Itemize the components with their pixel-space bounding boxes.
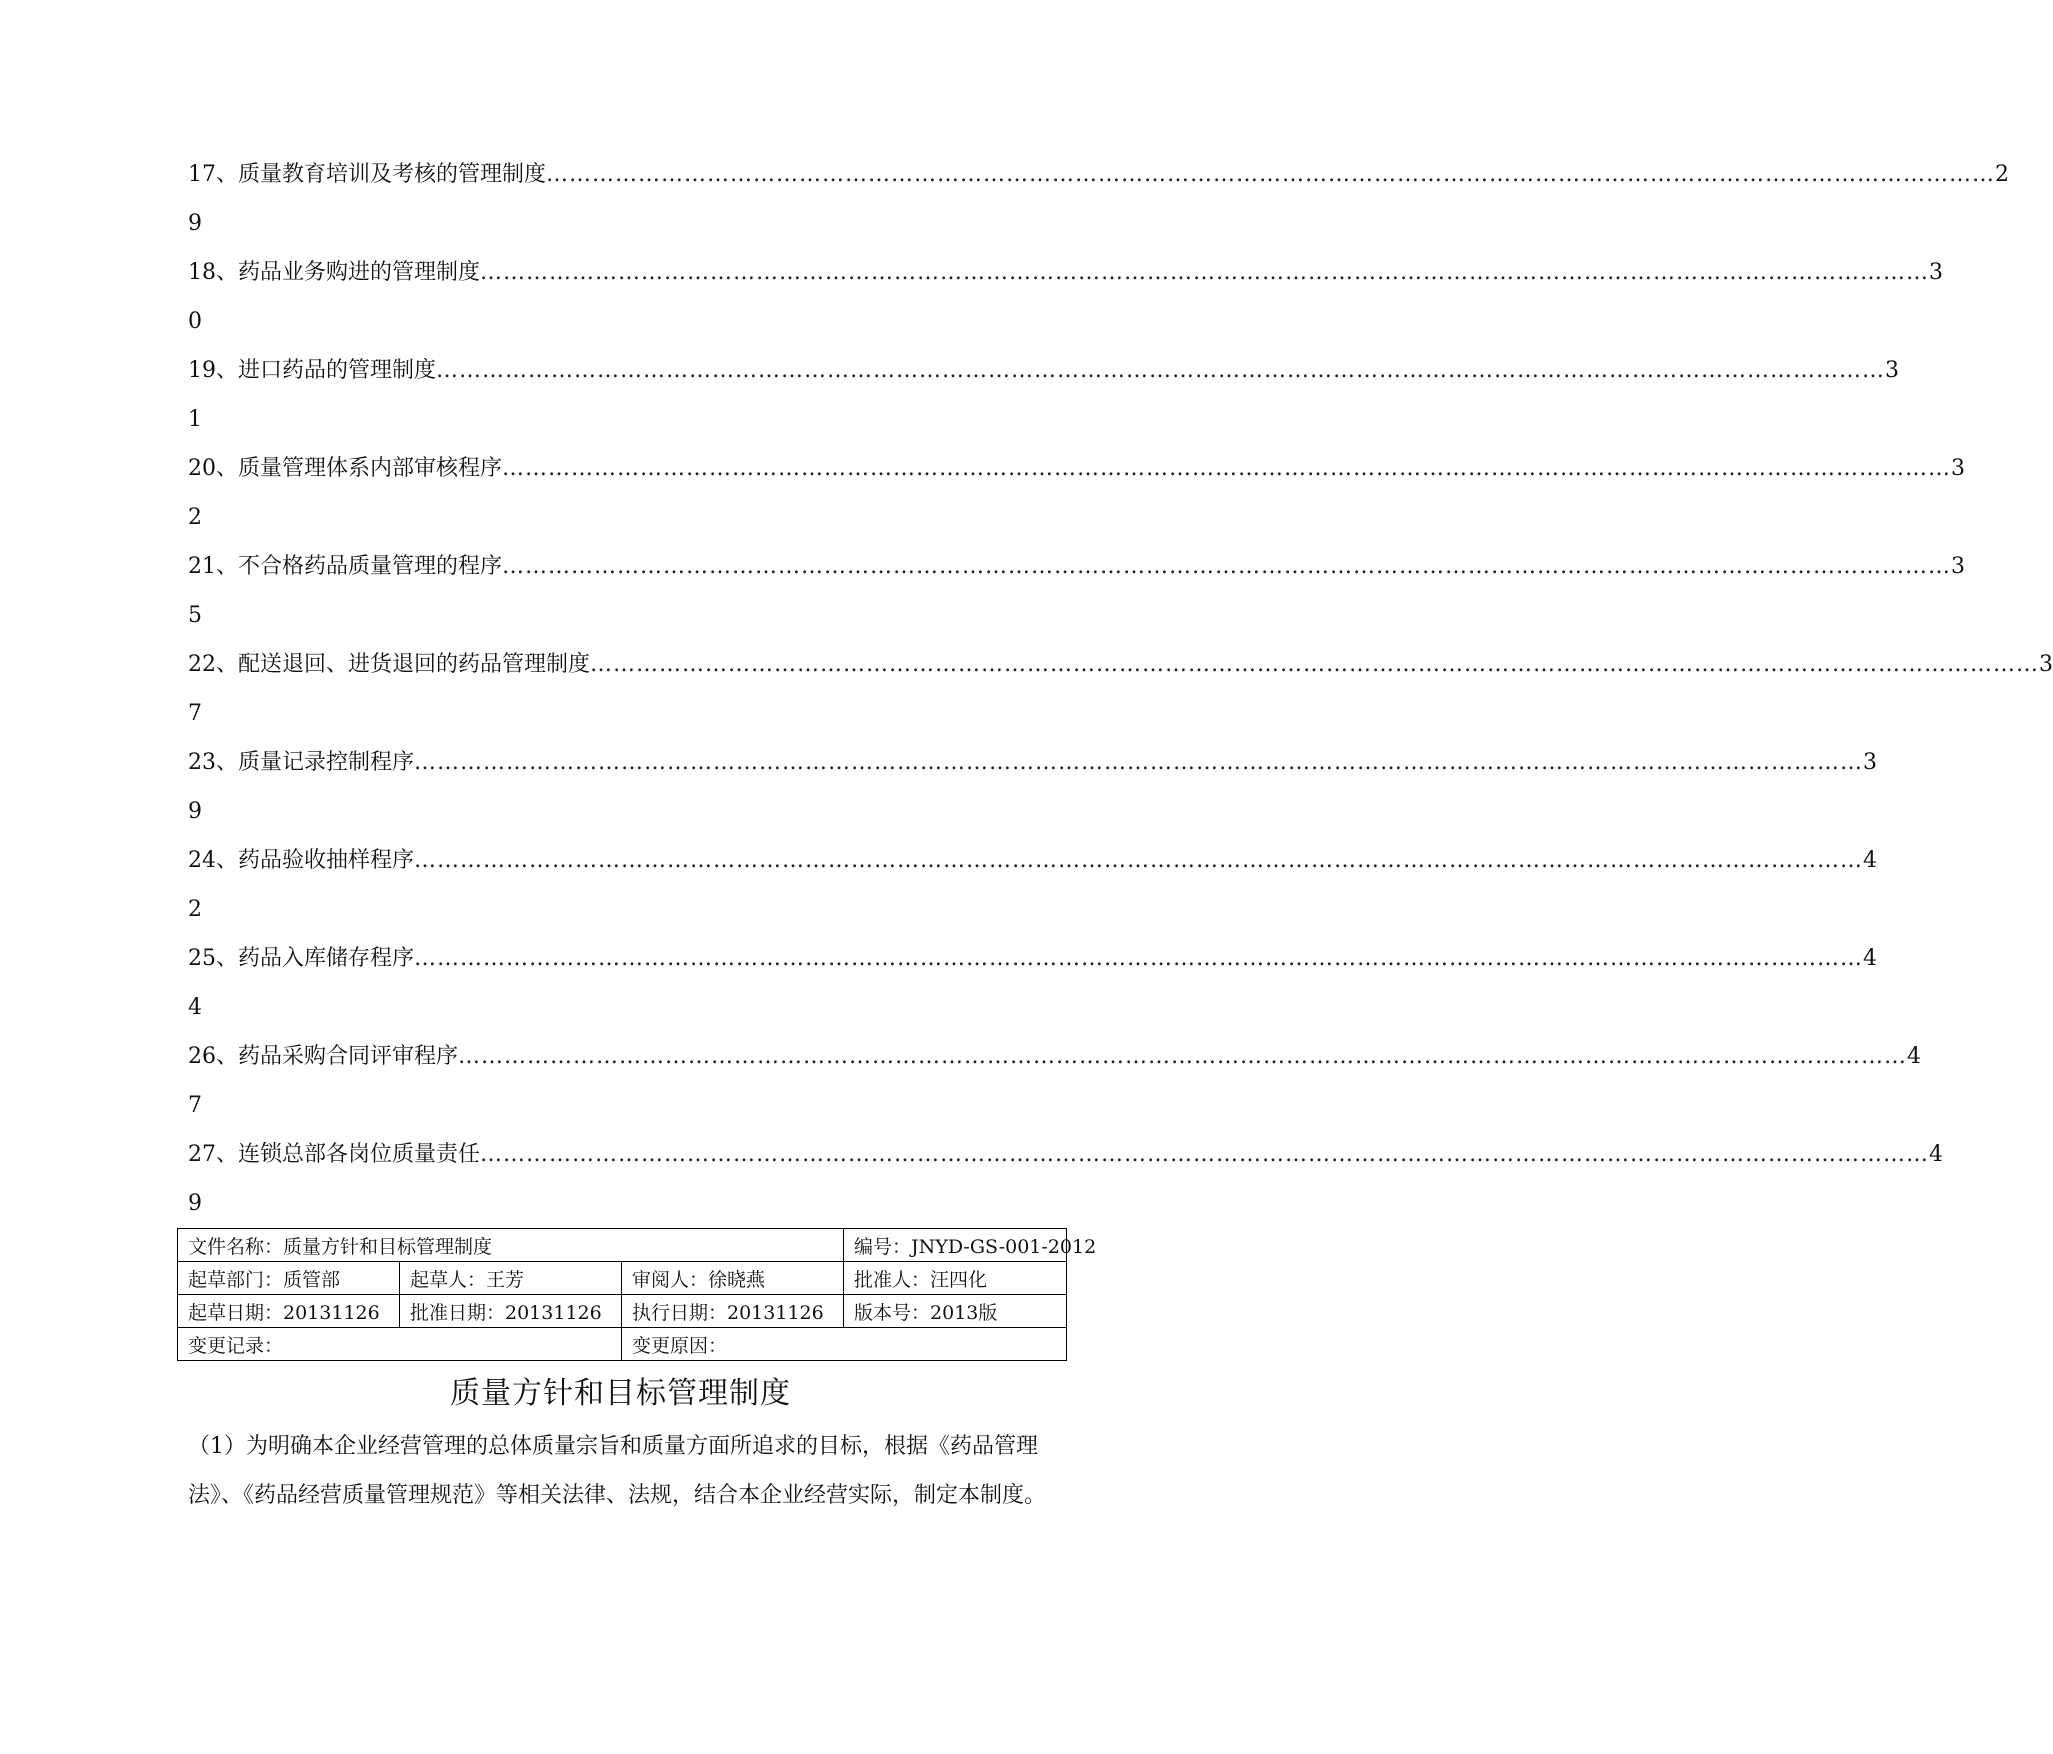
body-paragraph: （1）为明确本企业经营管理的总体质量宗旨和质量方面所追求的目标，根据《药品管理法》、《药品经营质量管理规范》等相关法律、法规，结合本企业经营实际，制定本制度。 xyxy=(188,1434,1047,1508)
change-record-cell: 变更记录： xyxy=(178,1328,622,1361)
toc-entry-label: 24、药品验收抽样程序 xyxy=(188,848,414,873)
file-name-cell: 文件名称：质量方针和目标管理制度 xyxy=(178,1229,844,1262)
toc-leader-dots xyxy=(414,836,1863,885)
toc-entry-label: 18、药品业务购进的管理制度 xyxy=(188,260,480,285)
change-reason-cell: 变更原因： xyxy=(622,1328,1067,1361)
toc-entry[interactable] xyxy=(188,934,1877,1032)
toc-leader-dots xyxy=(502,444,1951,493)
toc-page-number-end: 9 xyxy=(188,1191,202,1216)
toc-entry[interactable] xyxy=(188,1032,1921,1130)
draft-dept-cell: 起草部门：质管部 xyxy=(178,1262,400,1295)
approver-cell: 批准人：汪四化 xyxy=(844,1262,1067,1295)
toc-page-number-end: 9 xyxy=(188,211,202,236)
exec-date-cell: 执行日期：20131126 xyxy=(622,1295,844,1328)
document-title: 质量方针和目标管理制度 xyxy=(450,1376,791,1411)
toc-page-number-end: 2 xyxy=(188,505,202,530)
approve-date-cell: 批准日期：20131126 xyxy=(400,1295,622,1328)
drafter-cell: 起草人：王芳 xyxy=(400,1262,622,1295)
toc-entry-label: 26、药品采购合同评审程序 xyxy=(188,1044,458,1069)
toc-page-number-end: 0 xyxy=(188,309,202,334)
toc-page-number-start: 2 xyxy=(1995,162,2009,187)
toc-entry-label: 25、药品入库储存程序 xyxy=(188,946,414,971)
toc-entry[interactable] xyxy=(188,738,1877,836)
toc-leader-dots xyxy=(458,1032,1907,1081)
table-of-contents xyxy=(188,150,2053,1228)
toc-leader-dots xyxy=(480,248,1929,297)
toc-page-number-start: 3 xyxy=(1929,260,1943,285)
toc-leader-dots xyxy=(480,1130,1929,1179)
toc-leader-dots xyxy=(590,640,2039,689)
table-row xyxy=(178,1229,1067,1262)
toc-entry-label: 19、进口药品的管理制度 xyxy=(188,358,436,383)
version-cell: 版本号：2013版 xyxy=(844,1295,1067,1328)
table-row xyxy=(178,1295,1067,1328)
toc-entry[interactable] xyxy=(188,836,1877,934)
toc-page-number-end: 1 xyxy=(188,407,202,432)
toc-leader-dots xyxy=(414,934,1863,983)
toc-entry-label: 20、质量管理体系内部审核程序 xyxy=(188,456,502,481)
toc-page-number-end: 7 xyxy=(188,1093,202,1118)
toc-leader-dots xyxy=(502,542,1951,591)
toc-entry[interactable] xyxy=(188,248,1943,346)
toc-page-number-end: 9 xyxy=(188,799,202,824)
toc-page-number-start: 4 xyxy=(1863,946,1877,971)
toc-entry[interactable] xyxy=(188,346,1899,444)
toc-entry[interactable] xyxy=(188,150,2009,248)
document-control-table xyxy=(177,1228,1097,1361)
toc-page-number-start: 3 xyxy=(1951,456,1965,481)
toc-entry[interactable] xyxy=(188,444,1965,542)
toc-page-number-end: 5 xyxy=(188,603,202,628)
toc-entry-label: 21、不合格药品质量管理的程序 xyxy=(188,554,502,579)
toc-entry-label: 23、质量记录控制程序 xyxy=(188,750,414,775)
toc-page-number-end: 4 xyxy=(188,995,202,1020)
toc-entry[interactable] xyxy=(188,640,2053,738)
toc-page-number-end: 2 xyxy=(188,897,202,922)
toc-page-number-start: 3 xyxy=(1885,358,1899,383)
toc-leader-dots xyxy=(414,738,1863,787)
table-row xyxy=(178,1262,1067,1295)
toc-page-number-start: 4 xyxy=(1907,1044,1921,1069)
toc-entry-label: 22、配送退回、进货退回的药品管理制度 xyxy=(188,652,590,677)
toc-page-number-end: 7 xyxy=(188,701,202,726)
toc-page-number-start: 3 xyxy=(2039,652,2053,677)
toc-entry-label: 27、连锁总部各岗位质量责任 xyxy=(188,1142,480,1167)
toc-entry-label: 17、质量教育培训及考核的管理制度 xyxy=(188,162,546,187)
toc-leader-dots xyxy=(436,346,1885,395)
draft-date-cell: 起草日期：20131126 xyxy=(178,1295,400,1328)
toc-leader-dots xyxy=(546,150,1995,199)
toc-page-number-start: 3 xyxy=(1951,554,1965,579)
toc-entry[interactable] xyxy=(188,542,1965,640)
doc-number-cell: 编号：JNYD-GS-001-2012 xyxy=(844,1229,1067,1262)
toc-page-number-start: 4 xyxy=(1863,848,1877,873)
toc-page-number-start: 4 xyxy=(1929,1142,1943,1167)
toc-page-number-start: 3 xyxy=(1863,750,1877,775)
table-row xyxy=(178,1328,1067,1361)
toc-entry[interactable] xyxy=(188,1130,1943,1228)
reviewer-cell: 审阅人：徐晓燕 xyxy=(622,1262,844,1295)
